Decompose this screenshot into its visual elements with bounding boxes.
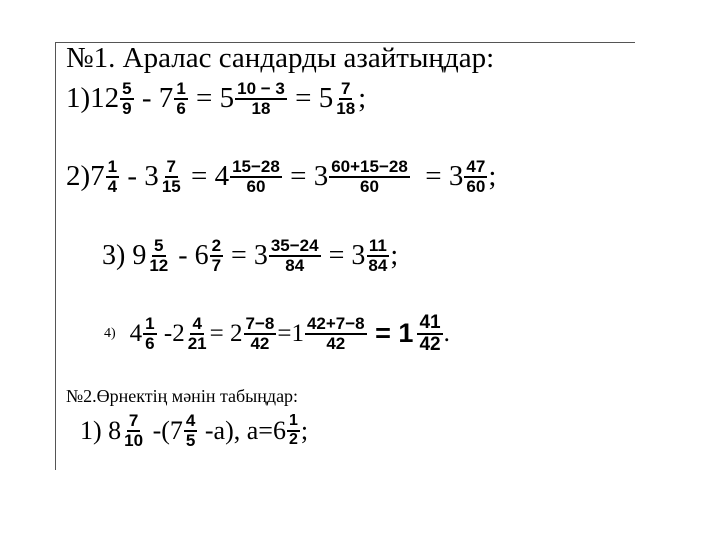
eq5-end: ;	[300, 415, 309, 445]
eq2-term-3: = 3	[282, 160, 329, 193]
eq2-fraction-3: $\frac{15-28}{60}$	[232, 157, 280, 196]
eq5-term-1: -(7	[146, 415, 183, 445]
eq4-term-1: -2	[157, 319, 185, 347]
eq1-fraction-1: $\frac{5}{9}$	[122, 79, 132, 118]
eq2-label: 2)7	[66, 160, 105, 193]
task1-heading: №1. Аралас сандарды азайтыңдар:	[66, 42, 495, 74]
task2-heading: №2.Өрнектің мәнін табыңдар:	[66, 386, 299, 406]
eq2-end: ;	[488, 160, 497, 193]
eq3-fraction-2: $\frac{2}{7}$	[211, 236, 222, 275]
left-rule	[55, 42, 56, 470]
eq4-term-3: =1	[277, 319, 304, 347]
eq1-fraction-2: $\frac{1}{6}$	[176, 79, 186, 118]
eq3-label: 3) 9	[102, 239, 147, 271]
eq5-term-2: -а), а=6	[198, 415, 286, 445]
eq4-fraction-5: $\frac{41}{42}$	[419, 312, 441, 355]
eq4-fraction-4: $\frac{42+7-8}{42}$	[306, 314, 365, 353]
eq2-term-4: = 3	[410, 160, 464, 193]
eq1-label: 1)12	[66, 82, 120, 115]
eq3-fraction-4: $\frac{11}{84}$	[368, 236, 388, 275]
eq1-fraction-3: $\frac{10 - 3}{18}$	[237, 79, 285, 118]
eq2-fraction-5: $\frac{47}{60}$	[466, 157, 486, 196]
eq3-fraction-3: $\frac{35-24}{84}$	[270, 236, 319, 275]
eq4-label: 4)	[104, 325, 116, 341]
eq3-term-3: = 3	[321, 239, 366, 271]
eq1-term-2: = 5	[188, 82, 235, 115]
equation-5	[80, 412, 308, 450]
eq4-fraction-3: $\frac{7-8}{42}$	[245, 314, 275, 353]
eq1-term-1: - 7	[134, 82, 174, 115]
equation-2	[66, 158, 496, 196]
eq1-end: ;	[358, 82, 367, 115]
eq5-fraction-1: $\frac{7}{10}$	[124, 411, 144, 450]
eq4-fraction-2: $\frac{4}{21}$	[187, 314, 207, 353]
equation-1	[66, 80, 366, 118]
eq3-term-2: = 3	[224, 239, 268, 271]
eq5-fraction-2: $\frac{4}{5}$	[185, 411, 196, 450]
eq1-fraction-4: $\frac{7}{18}$	[336, 79, 356, 118]
eq2-fraction-4: $\frac{60+15-28}{60}$	[331, 157, 408, 196]
eq4-term-2: = 2	[209, 319, 243, 347]
eq4-term-0: 4	[129, 319, 143, 347]
eq3-end: ;	[390, 239, 399, 271]
eq5-fraction-3: $\frac{1}{2}$	[288, 412, 298, 448]
eq2-term-1: - 3	[120, 160, 159, 193]
eq2-term-2: = 4	[183, 160, 230, 193]
equation-3	[102, 237, 398, 275]
eq1-term-3: = 5	[287, 82, 334, 115]
eq5-label: 1) 8	[80, 415, 122, 445]
eq4-end: .	[443, 319, 450, 347]
eq2-fraction-2: $\frac{7}{15}$	[161, 157, 181, 196]
eq4-term-4: = 1	[367, 318, 414, 349]
equation-4	[104, 313, 450, 355]
eq2-fraction-1: $\frac{1}{4}$	[107, 157, 118, 196]
eq4-fraction-1: $\frac{1}{6}$	[145, 314, 155, 353]
eq3-term-1: - 6	[171, 239, 209, 271]
eq3-fraction-1: $\frac{5}{12}$	[149, 236, 169, 275]
